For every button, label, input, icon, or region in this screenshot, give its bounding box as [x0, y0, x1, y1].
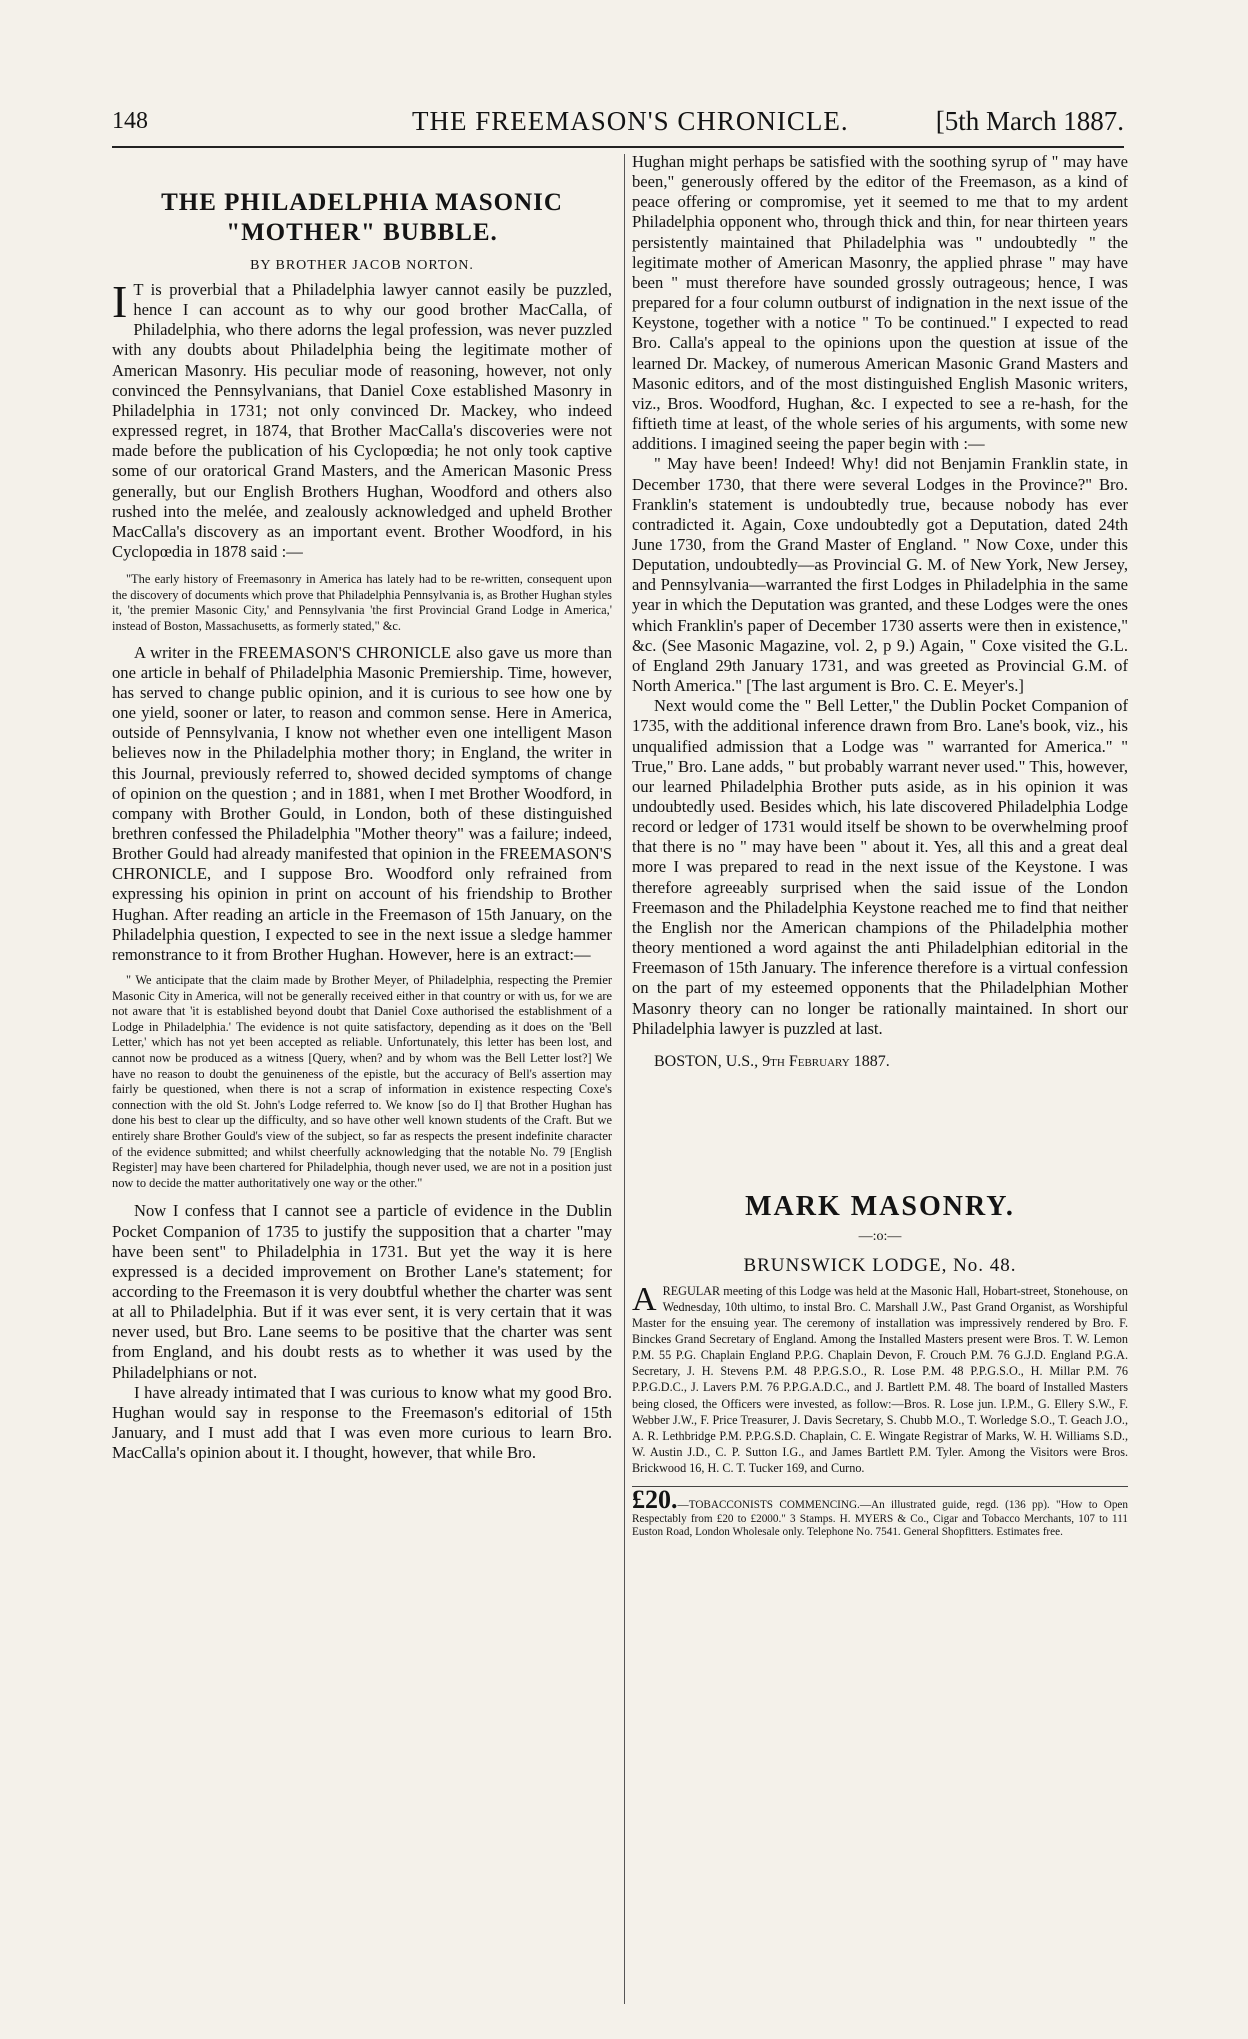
article-paragraph-4: I have already intimated that I was curious to know what my good Bro. Hughan would say in response to the Freemason's editorial of 15th January, and I must add that I was even more curious to learn Bro. MacCalla's opinion about it. I thought, however, that while Bro. — [112, 1382, 612, 1463]
quote-freemason-extract: " We anticipate that the claim made by Brother Meyer, of Philadelphia, respecting the Premier Masonic City in America, will not be generally received either in that country or with us, for we are not aware that 'it is established beyond doubt that Daniel Coxe authorised the establishment of a Lodge in Philadelphia.' The evidence is not quite satisfactory, depending as it does on the 'Bell Letter,' which has not yet been accepted as reliable. Unfortunately, this letter has been lost, and cannot now be produced as a witness [Query, when? and by whom was the Bell Letter lost?] We have no reason to doubt the genuineness of the epistle, but the accuracy of Bell's assertion may fairly be questioned, when there is not a scrap of information in existence respecting Coxe's connection with the old St. John's Lodge referred to. We know [so do I] that Brother Hughan has done his best to clear up the difficulty, and so have other well known students of the Craft. But we entirely share Brother Gould's view of the subject, so far as respects the present indefinite character of the evidence submitted; and whilst cheerfully acknowledging that the notable No. 79 [English Register] may have been chartered for Philadelphia, though never used, we are not in a position just now to decide the matter authoritatively one way or the other." — [112, 973, 612, 1190]
section-separator: —:o:— — [858, 1228, 902, 1244]
right-column — [632, 152, 1128, 1540]
column-rule — [624, 154, 625, 2004]
article-title: THE PHILADELPHIA MASONIC "MOTHER" BUBBLE. — [161, 189, 563, 246]
article-paragraph-6: " May have been! Indeed! Why! did not Benjamin Franklin state, in December 1730, that there were several Lodges in the Province?" Bro. Franklin's statement is undoubtedly true, because nobody has ever contradicted it. Again, Coxe undoubtedly got a Deputation, dated 24th June 1730, from the Grand Master of England. " Now Coxe, under this Deputation, undoubtedly—as Provincial G. M. of New York, New Jersey, and Pennsylvania—warranted the first Lodges in Philadelphia in the same year in which the Deputation was granted, and these Lodges were the ones which Franklin's paper of December 1730 asserts were then in existence," &c. (See Masonic Magazine, vol. 2, p 9.) Again, " Coxe visited the G.L. of England 29th January 1731, and was greeted as Provincial G.M. of North America." [The last argument is Bro. C. E. Meyer's.] — [632, 454, 1128, 696]
article-paragraph-3: Now I confess that I cannot see a particle of evidence in the Dublin Pocket Companion of 1735 to justify the supposition that a charter "may have been sent" to Philadelphia in 1731. But yet the way it is here expressed is a decided improvement on Brother Lane's statement; for according to the Freemason it is very doubtful whether the charter was sent at all to Philadelphia. But if it was ever sent, it is very certain that it was never used, but Bro. Lane seems to be positive that the charter was sent from England, and his doubt rests as to whether it was used by the Philadelphians or not. — [112, 1201, 612, 1382]
left-column — [112, 170, 612, 1463]
page-header — [112, 100, 1124, 144]
lodge-heading: BRUNSWICK LODGE, No. 48. — [743, 1254, 1017, 1276]
mark-masonry-title: MARK MASONRY. — [745, 1190, 1015, 1222]
lodge-report: AREGULAR meeting of this Lodge was held at the Masonic Hall, Hobart-street, Stonehouse, on Wednesday, 10th ultimo, to instal Bro. C. Marshall J.W., Past Grand Organist, as Worshipful Master for the ensuing year. The ceremony of installation was impressively rendered by Bro. F. Binckes Grand Secretary of England. Among the Installed Masters present were Bros. T. W. Lemon P.M. 55 P.G. Chaplain England P.P.G. Chaplain Devon, F. Crouch P.M. 76 G.J.D. England P.G.A. Secretary, J. H. Stevens P.M. 48 P.P.G.S.O., R. Lose P.M. 48 P.P.G.S.O., H. Millar P.M. 76 P.P.G.D.C., J. Lavers P.M. 76 P.P.G.A.D.C., and J. Bartlett P.M. 48. The board of Installed Masters being closed, the Officers were invested, as follow:—Bros. R. Lose jun. I.P.M., G. Ellery S.W., F. Webber J.W., F. Price Treasurer, J. Davis Secretary, S. Chubb M.O., T. Worledge S.O., T. Geach J.O., A. R. Lethbridge P.M. P.P.G.S.D. Chaplain, C. E. Wingate Registrar of Marks, W. H. Williams S.D., W. Austin J.D., C. P. Sutton I.G., and James Bartlett P.M. Tyler. Among the Visitors were Bros. Brickwood 16, H. C. T. Tucker 169, and Curno. — [632, 1280, 1128, 1475]
article-paragraph-7: Next would come the " Bell Letter," the Dublin Pocket Companion of 1735, with the additional inference drawn from Bro. Lane's book, viz., his unqualified admission that a Lodge was " warranted for America." " True," Bro. Lane adds, " but probably warrant never used." This, however, our learned Philadelphia Brother puts aside, as in his opinion it was undoubtedly used. Besides which, his late discovered Philadelphia Lodge record or ledger of 1731 would itself be shown to be overwhelming proof that there is no " may have been " about it. Yes, all this and a great deal more I was prepared to read in the next issue of the Keystone. I was therefore agreeably surprised when the said issue of the London Freemason and the Philadelphia Keystone reached me to find that neither the English nor the American champions of the Philadelphia mother theory mentioned a word against the anti Philadelphian editorial in the Freemason of 15th January. The inference therefore is a virtual confession on the part of my esteemed opponents that the Philadelphian Mother Masonry theory can no longer be rationally maintained. In short our Philadelphia lawyer is puzzled at last. — [632, 696, 1128, 1038]
header-rule — [112, 146, 1124, 148]
advert-price: £20. — [632, 1485, 678, 1514]
quote-woodford: "The early history of Freemasonry in America has lately had to be re-written, consequent upon the discovery of documents which prove that Philadelphia Pennsylvania is, as Brother Hughan styles it, 'the premier Masonic City,' and Pennsylvania 'the first Provincial Grand Lodge in America,' instead of Boston, Massachusetts, as formerly stated," &c. — [112, 572, 612, 633]
drop-cap-a: A — [632, 1280, 657, 1318]
article-paragraph-2: A writer in the FREEMASON'S CHRONICLE also gave us more than one article in behalf of Philadelphia Masonic Premiership. Time, however, has served to change public opinion, and it is curious to see how one by one yield, sooner or later, to reason and common sense. Here in America, outside of Pennsylvania, I know not whether even one intelligent Mason believes now in the Philadelphia mother thory; in England, the writer in this Journal, previously referred to, showed decided symptoms of change of opinion on the question ; and in 1881, when I met Brother Woodford, in company with Brother Gould, in London, both of these distinguished brethren confessed the Philadelphia "Mother theory" was a failure; indeed, Brother Gould had already manifested that opinion in the FREEMASON'S CHRONICLE, and I suppose Bro. Woodford only refrained from expressing his opinion in print on account of his friendship to Brother Hughan. After reading an article in the Freemason of 15th January, on the Philadelphia question, I expected to see in the next issue a sledge hammer remonstrance to it from Brother Hughan. However, here is an extract:— — [112, 642, 612, 964]
page-number: 148 — [112, 108, 148, 134]
tobacconist-advert: £20.—TOBACCONISTS COMMENCING.—An illustrated guide, regd. (136 pp). "How to Open Respectably from £20 to £2000." 3 Stamps. H. MYERS & Co., Cigar and Tobacco Merchants, 107 to 111 Euston Road, London Wholesale only. Telephone No. 7541. General Shopfitters. Estimates free. — [632, 1485, 1128, 1539]
issue-date: [5th March 1887. — [935, 106, 1124, 136]
masthead: THE FREEMASON'S CHRONICLE. — [412, 106, 849, 136]
article-signoff: BOSTON, U.S., 9th February 1887. — [654, 1052, 890, 1070]
article-byline: BY BROTHER JACOB NORTON. — [250, 258, 474, 273]
article-paragraph-1: I T is proverbial that a Philadelphia lawyer cannot easily be puzzled, hence I can account as to why our good brother MacCalla, of Philadelphia, who there adorns the legal profession, was never puzzled with any doubts about Philadelphia being the legitimate mother of American Masonry. His peculiar mode of reasoning, however, not only convinced the Pennsylvanians, that Daniel Coxe established Masonry in Philadelphia in 1731; not only convinced Dr. Mackey, who indeed expressed regret, in 1874, that Brother MacCalla's discoveries were not made before the publication of his Cyclopœdia; he not only took captive some of our oratorical Grand Masters, and the American Masonic Press generally, but our English Brothers Hughan, Woodford and others also rushed into the melée, and zealously acknowledged and upheld Brother MacCalla's discovery as an important event. Brother Woodford, in his Cyclopœdia in 1878 said :— — [112, 276, 612, 562]
advert-rule — [632, 1486, 1128, 1487]
article-paragraph-5: Hughan might perhaps be satisfied with the soothing syrup of " may have been," generously offered by the editor of the Freemason, as a kind of peace offering or compromise, yet it seemed to me that to my ardent Philadelphia opponent who, through thick and thin, for near thirteen years persistently maintained that Philadelphia was " undoubtedly " the legitimate mother of American Masonry, the applied phrase " may have been " must therefore have sounded grossly outrageous; hence, I was prepared for a four column outburst of indignation in the next issue of the Keystone, together with a notice " To be continued." I expected to read Bro. Calla's appeal to the opinions upon the question at issue of the learned Dr. Mackey, of numerous American Masonic Grand Masters and Masonic editors, and of the most distinguished English Masonic writers, viz., Bros. Woodford, Hughan, &c. I expected to see a re-hash, for the fiftieth time at least, of the whole series of his arguments, with some new additions. I imagined seeing the paper begin with :— — [632, 152, 1128, 454]
drop-cap: I — [112, 276, 128, 327]
